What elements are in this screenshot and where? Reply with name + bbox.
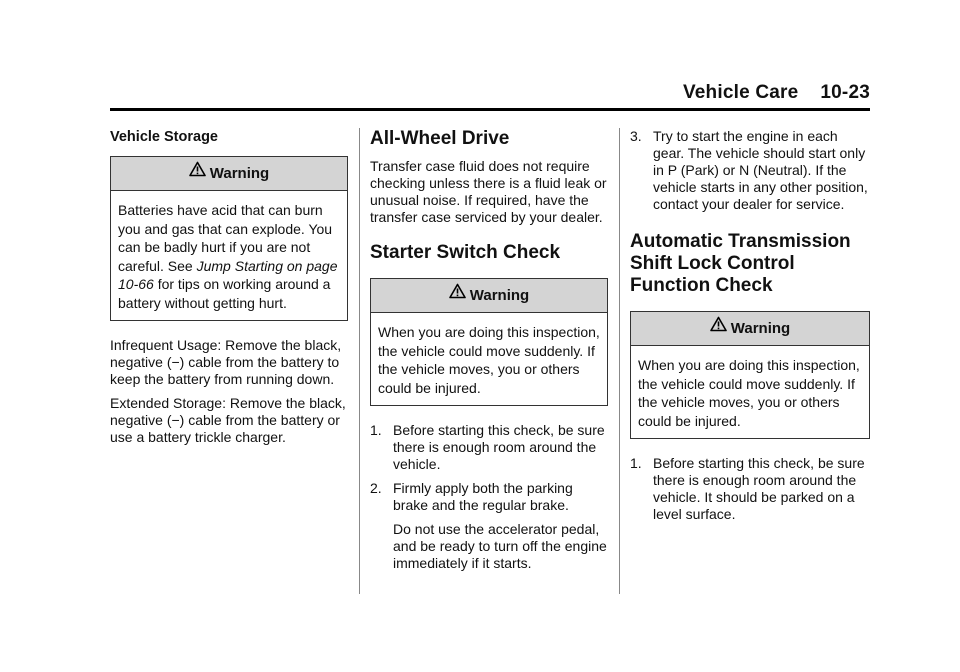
warning-header (111, 157, 347, 191)
infrequent-usage-paragraph: Infrequent Usage: Remove the black, negative (−) cable from the battery to keep the battery from running down. (110, 337, 342, 387)
step-number: 2. (370, 480, 382, 496)
page-number: 10-23 (820, 82, 870, 103)
warning-box-battery (110, 156, 348, 321)
page-header (110, 82, 870, 111)
warning-triangle-icon (449, 278, 466, 311)
warning-triangle-icon (710, 311, 727, 344)
all-wheel-drive-heading: All-Wheel Drive (370, 128, 510, 149)
warning-header (371, 279, 607, 313)
column-divider-1 (359, 128, 360, 594)
step-number: 1. (630, 455, 642, 471)
step-text: Before starting this check, be sure there is enough room around the vehicle. (393, 422, 605, 472)
warning-label: Warning (209, 165, 270, 182)
warning-label: Warning (469, 287, 530, 304)
warning-box-shift-lock (630, 311, 870, 439)
step-number: 3. (630, 128, 642, 144)
header-title (683, 82, 870, 104)
shift-lock-heading-line-2: Shift Lock Control (630, 253, 795, 274)
list-item (370, 422, 608, 473)
list-item (630, 128, 870, 213)
shift-lock-steps (630, 455, 870, 523)
column-2 (370, 128, 608, 579)
section-title: Vehicle Care (682, 82, 799, 103)
warning-triangle-icon (189, 156, 206, 189)
column-divider-2 (619, 128, 620, 594)
list-item (370, 480, 608, 572)
shift-lock-heading-line-1: Automatic Transmission (630, 231, 851, 252)
step-continuation: Do not use the accelerator pedal, and be ready to turn off the engine immediately if it starts. (393, 521, 607, 571)
shift-lock-heading (630, 231, 870, 297)
jump-starting-link[interactable]: Jump Starting on page 10-66 (118, 257, 338, 292)
vehicle-storage-heading: Vehicle Storage (110, 129, 218, 145)
step-text: Before starting this check, be sure there is enough room around the vehicle. It should be parked on a level surface. (653, 455, 865, 522)
warning-text-before-link: Batteries have acid that can burn you and gas that can explode. You can be badly hurt if you are not careful. See (118, 202, 333, 274)
extended-storage-paragraph: Extended Storage: Remove the black, negative (−) cable from the battery or use a battery trickle charger. (110, 395, 346, 445)
warning-body: When you are doing this inspection, the vehicle could move suddenly. If the vehicle moves, you or others could be injured. (638, 357, 860, 429)
warning-text-after-link: for tips on working around a battery without getting hurt. (118, 276, 331, 311)
starter-check-steps (370, 422, 608, 572)
warning-label: Warning (730, 320, 791, 337)
step-text: Try to start the engine in each gear. The vehicle should start only in P (Park) or N (Neutral). If the vehicle starts in any other position, contact your dealer for service. (653, 128, 868, 212)
step-number: 1. (370, 422, 382, 438)
step-text: Firmly apply both the parking brake and the regular brake. (393, 480, 573, 513)
all-wheel-drive-paragraph: Transfer case fluid does not require checking unless there is a fluid leak or unusual noise. If required, have the transfer case serviced by your dealer. (370, 158, 607, 225)
shift-lock-heading-line-3: Function Check (630, 275, 773, 296)
warning-body (111, 191, 347, 320)
warning-box-starter (370, 278, 608, 406)
starter-switch-heading: Starter Switch Check (370, 242, 561, 263)
column-1 (110, 128, 348, 453)
warning-body: When you are doing this inspection, the vehicle could move suddenly. If the vehicle moves, you or others could be injured. (378, 324, 600, 396)
list-item (630, 455, 870, 523)
column-3 (630, 128, 870, 530)
warning-header (631, 312, 869, 346)
starter-check-steps-continued (630, 128, 870, 213)
